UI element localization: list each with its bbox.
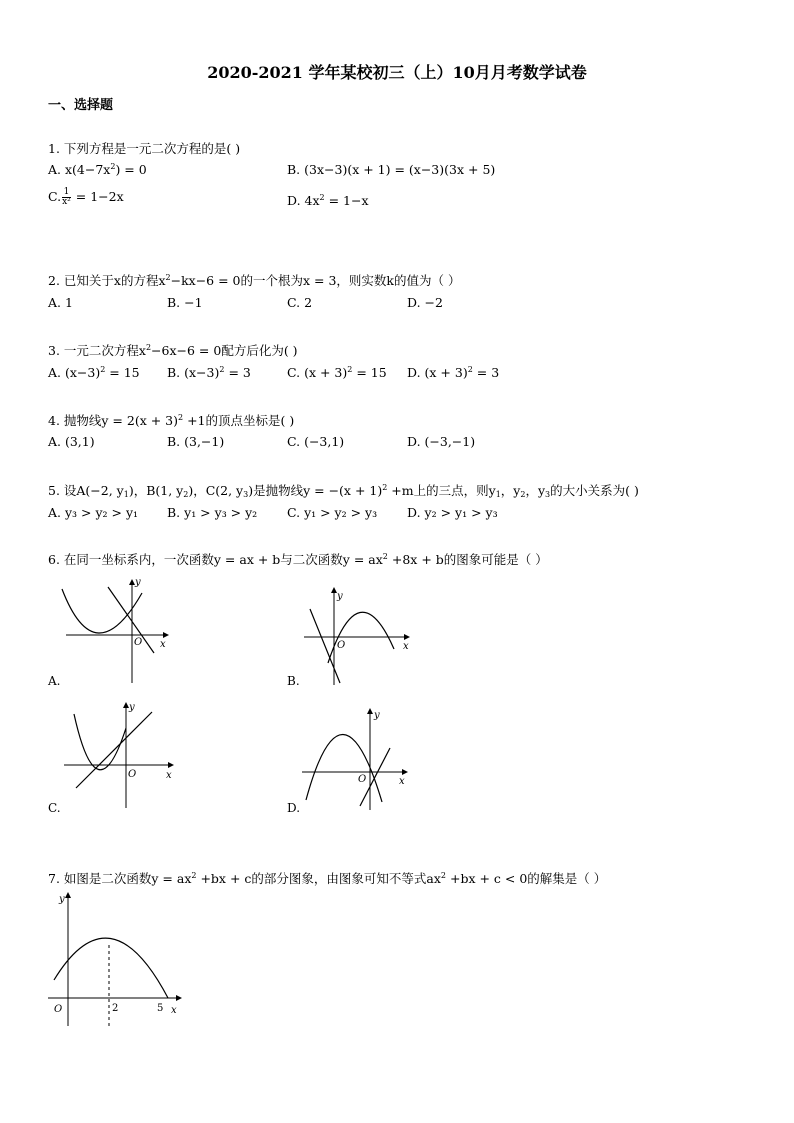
q5-option-b: B. y₁ > y₃ > y₂ — [167, 505, 258, 520]
q6-label-a: A. — [48, 674, 61, 688]
parabola-curve — [54, 938, 168, 998]
origin-label: O — [337, 640, 346, 651]
q3-option-b: B. $(x-3)^2 = 3$ — [167, 365, 251, 380]
tick-2-label: 2 — [112, 1003, 119, 1014]
x-axis-arrow — [163, 632, 169, 638]
parabola-curve — [74, 714, 126, 770]
q3-option-c: C. $(x + 3)^2 = 15$ — [287, 365, 387, 380]
y-label: y — [135, 577, 141, 588]
page-title: 2020-2021 学年某校初三（上）10月月考数学试卷 — [207, 63, 587, 82]
y-label: y — [374, 710, 380, 721]
tick-5-label: 5 — [157, 1003, 164, 1014]
q5-option-d: D. y₂ > y₁ > y₃ — [407, 505, 498, 520]
origin-label: O — [128, 769, 137, 780]
q6-graph-a — [58, 575, 173, 685]
parabola-curve — [328, 612, 394, 663]
linear-line — [76, 712, 152, 788]
q1-option-c: C. $\frac{1}{\text{x²}}$ = 1−2x — [48, 187, 124, 207]
x-label: x — [399, 776, 405, 787]
q5-option-c: C. y₁ > y₂ > y₃ — [287, 505, 378, 520]
q4-stem: 4. 抛物线$y = 2(x + 3)^2 +1$的顶点坐标是( ) — [48, 413, 295, 428]
q1-option-b: B. (3x−3)(x + 1) = (x−3)(3x + 5) — [287, 162, 496, 177]
linear-line — [108, 587, 154, 653]
q6-graph-d — [298, 702, 413, 812]
x-axis-arrow — [168, 762, 174, 768]
x-label: x — [171, 1005, 177, 1016]
q4-option-c: C. (−3,1) — [287, 434, 345, 449]
x-axis-arrow — [404, 634, 410, 640]
q6-label-b: B. — [287, 674, 300, 688]
q2-option-d: D. −2 — [407, 295, 443, 310]
origin-label: O — [358, 774, 367, 785]
linear-line — [310, 609, 340, 683]
q6-label-d: D. — [287, 801, 301, 815]
q4-option-d: D. (−3,−1) — [407, 434, 476, 449]
q6-label-c: C. — [48, 801, 61, 815]
parabola-curve — [62, 589, 142, 633]
q2-option-a: A. 1 — [48, 295, 73, 310]
y-axis-arrow — [367, 708, 373, 714]
q6-graph-c — [60, 700, 175, 810]
y-label: y — [59, 894, 65, 905]
q1-option-a: A. $x(4-7x^2) = 0$ — [48, 162, 147, 177]
q7-stem: 7. 如图是二次函数$y = ax^2 +bx + c$的部分图象，由图象可知不等式$ax^2 +bx + c < 0$的解集是（ ） — [48, 871, 607, 886]
x-axis-arrow — [176, 995, 182, 1001]
q5-stem: 5. 设A(−2, $y_1$)，B(1, $y_2$)，C(2, $y_3$)是抛物线$y = -(x + 1)^2 +m$上的三点，则$y_1$，$y_2$，$y_3$的大小关系为( ) — [48, 483, 639, 499]
q1-stem: 1. 下列方程是一元二次方程的是( ) — [48, 141, 241, 156]
q3-option-d: D. $(x + 3)^2 = 3$ — [407, 365, 500, 380]
q7-graph — [44, 888, 189, 1028]
parabola-curve — [306, 734, 382, 802]
q5-option-a: A. y₃ > y₂ > y₁ — [48, 505, 139, 520]
q6-graph-b — [300, 585, 415, 695]
q4-option-b: B. (3,−1) — [167, 434, 225, 449]
x-axis-arrow — [402, 769, 408, 775]
y-label: y — [129, 702, 135, 713]
q4-option-a: A. (3,1) — [48, 434, 95, 449]
q2-option-c: C. 2 — [287, 295, 313, 310]
q2-stem: 2. 已知关于x的方程$x^2-kx-6 = 0$的一个根为x = 3，则实数k的值为（ ） — [48, 273, 461, 288]
q3-stem: 3. 一元二次方程$x^2-6x-6 = 0$配方后化为( ) — [48, 343, 298, 358]
origin-label: O — [134, 637, 143, 648]
x-label: x — [166, 770, 172, 781]
y-label: y — [337, 591, 343, 602]
x-label: x — [403, 641, 409, 652]
q1-option-d: D. $4x^2 = 1-x$ — [287, 193, 369, 208]
section-heading: 一、选择题 — [48, 98, 114, 113]
origin-label: O — [54, 1004, 63, 1015]
y-axis-arrow — [65, 892, 71, 898]
x-label: x — [160, 639, 166, 650]
q2-option-b: B. −1 — [167, 295, 203, 310]
q3-option-a: A. $(x-3)^2 = 15$ — [48, 365, 140, 380]
q6-stem: 6. 在同一坐标系内，一次函数y = ax + b与二次函数$y = ax^2 +8x + b$的图象可能是（ ） — [48, 552, 548, 567]
